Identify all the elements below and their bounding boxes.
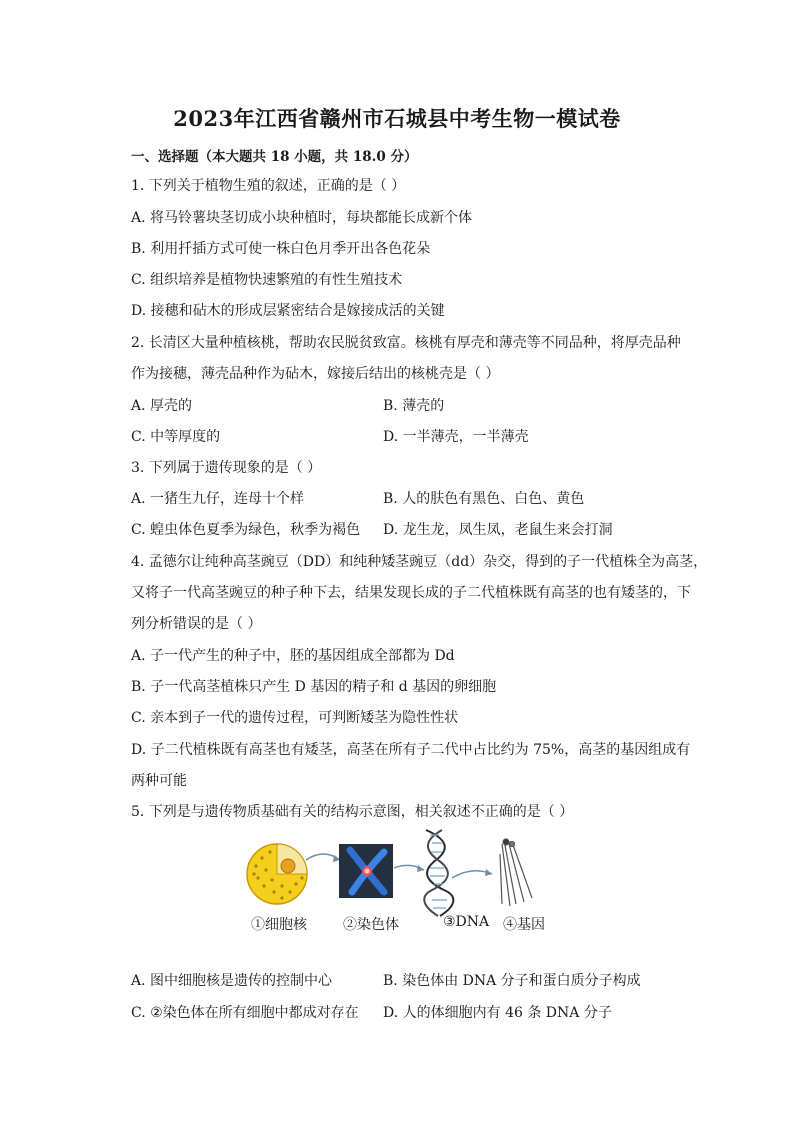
q3-option-a[interactable]: A. 一猪生九仔，连母十个样 [131,491,305,507]
section-heading: 一、选择题（本大题共 18 小题，共 18.0 分） [131,149,418,165]
figure-label-nucleus: ①细胞核 [251,917,307,933]
q4-option-b[interactable]: B. 子一代高茎植株只产生 D 基因的精子和 d 基因的卵细胞 [131,679,497,695]
gene-illustration [500,839,532,906]
q2-option-b[interactable]: B. 薄壳的 [383,398,445,414]
q1-stem: 1. 下列关于植物生殖的叙述，正确的是（ ） [131,178,406,194]
q4-option-c[interactable]: C. 亲本到子一代的遗传过程，可判断矮茎为隐性性状 [131,710,459,726]
q4-option-d[interactable]: D. 子二代植株既有高茎也有矮茎，高茎在所有子二代中占比约为 75%，高茎的基因组成有 [131,742,691,758]
figure-label-gene: ④基因 [503,917,545,933]
q5-stem: 5. 下列是与遗传物质基础有关的结构示意图，相关叙述不正确的是（ ） [131,804,574,820]
q5-option-b[interactable]: B. 染色体由 DNA 分子和蛋白质分子构成 [383,973,641,989]
chromosome-illustration [339,844,393,898]
q2-option-d[interactable]: D. 一半薄壳，一半薄壳 [383,429,529,445]
q1-option-c[interactable]: C. 组织培养是植物快速繁殖的有性生殖技术 [131,272,403,288]
q1-option-b[interactable]: B. 利用扦插方式可使一株白色月季开出各色花朵 [131,241,431,257]
q4-option-a[interactable]: A. 子一代产生的种子中，胚的基因组成全部都为 Dd [131,648,455,664]
q2-option-c[interactable]: C. 中等厚度的 [131,429,221,445]
q4-stem-line3: 列分析错误的是（ ） [131,616,262,632]
q3-option-d[interactable]: D. 龙生龙，凤生凤，老鼠生来会打洞 [383,522,613,538]
q4-stem-line1: 4. 孟德尔让纯种高茎豌豆（DD）和纯种矮茎豌豆（dd）杂交，得到的子一代植株全为高茎， [131,554,708,570]
figure-label-dna: ③DNA [443,914,490,930]
q5-option-a[interactable]: A. 图中细胞核是遗传的控制中心 [131,973,333,989]
q5-option-c[interactable]: C. ②染色体在所有细胞中都成对存在 [131,1005,359,1021]
q2-stem-line1: 2. 长清区大量种植核桃，帮助农民脱贫致富。核桃有厚壳和薄壳等不同品种，将厚壳品种 [131,335,681,351]
q2-option-a[interactable]: A. 厚壳的 [131,398,193,414]
q2-stem-line2: 作为接穗，薄壳品种作为砧木，嫁接后结出的核桃壳是（ ） [131,366,500,382]
q4-option-d-cont: 两种可能 [131,773,187,789]
q5-option-d[interactable]: D. 人的体细胞内有 46 条 DNA 分子 [383,1005,612,1021]
q3-stem: 3. 下列属于遗传现象的是（ ） [131,460,322,476]
cell-nucleus-illustration [247,844,307,904]
dna-helix-illustration [424,830,453,916]
figure-label-chromosome: ②染色体 [343,917,399,933]
q3-option-b[interactable]: B. 人的肤色有黑色、白色、黄色 [383,491,585,507]
q1-option-d[interactable]: D. 接穗和砧木的形成层紧密结合是嫁接成活的关键 [131,303,445,319]
q1-option-a[interactable]: A. 将马铃薯块茎切成小块种植时，每块都能长成新个体 [131,210,473,226]
exam-title: 2023年江西省赣州市石城县中考生物一模试卷 [173,106,621,131]
q3-option-c[interactable]: C. 蝗虫体色夏季为绿色，秋季为褐色 [131,522,361,538]
q4-stem-line2: 又将子一代高茎豌豆的种子种下去，结果发现长成的子二代植株既有高茎的也有矮茎的，下 [131,585,691,601]
